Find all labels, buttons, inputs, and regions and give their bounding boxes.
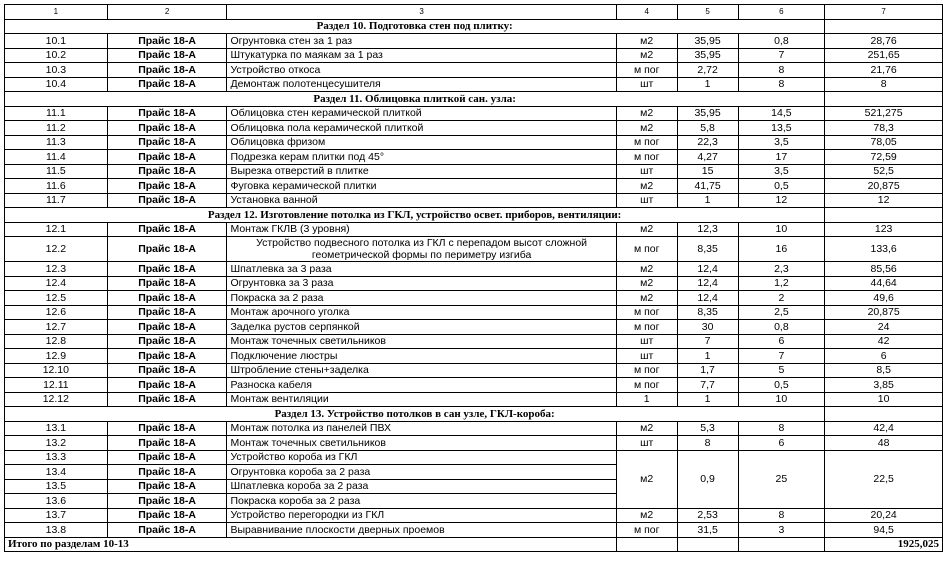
row-price: 17: [738, 150, 825, 165]
row-unit: шт: [616, 334, 677, 349]
table-row: [5, 392, 943, 407]
table-row: [5, 334, 943, 349]
section-header: [5, 407, 943, 422]
row-source: Прайс 18-А: [107, 334, 227, 349]
table-row: [5, 121, 943, 136]
row-description: Штукатурка по маякам за 1 раз: [227, 48, 616, 63]
row-unit: м пог: [616, 378, 677, 393]
row-description: Монтаж точечных светильников: [227, 334, 616, 349]
estimate-table: [4, 4, 943, 552]
row-quantity: 4,27: [677, 150, 738, 165]
row-source: Прайс 18-А: [107, 421, 227, 436]
row-price: 0,8: [738, 34, 825, 49]
row-source: Прайс 18-А: [107, 106, 227, 121]
section-title: Раздел 13. Устройство потолков в сан узле, ГКЛ-короба:: [5, 407, 825, 422]
table-row: [5, 135, 943, 150]
row-sum: 94,5: [825, 523, 943, 538]
row-quantity: 12,4: [677, 276, 738, 291]
row-number: 10.2: [5, 48, 108, 63]
row-quantity: 1: [677, 77, 738, 92]
row-number: 12.9: [5, 349, 108, 364]
row-number: 13.8: [5, 523, 108, 538]
row-sum: 21,76: [825, 63, 943, 78]
row-number: 11.7: [5, 193, 108, 208]
row-quantity: 30: [677, 320, 738, 335]
row-sum: 22,5: [825, 450, 943, 508]
row-source: Прайс 18-А: [107, 48, 227, 63]
table-row: [5, 237, 943, 262]
row-quantity: 15: [677, 164, 738, 179]
row-sum: 85,56: [825, 262, 943, 277]
section-header: [5, 92, 943, 107]
row-unit: шт: [616, 349, 677, 364]
row-unit: м2: [616, 179, 677, 194]
row-price: 3,5: [738, 135, 825, 150]
row-price: 0,8: [738, 320, 825, 335]
row-sum: 20,875: [825, 179, 943, 194]
row-number: 11.2: [5, 121, 108, 136]
row-number: 12.10: [5, 363, 108, 378]
row-price: 12: [738, 193, 825, 208]
row-source: Прайс 18-А: [107, 523, 227, 538]
table-row: [5, 193, 943, 208]
row-description: Вырезка отверстий в плитке: [227, 164, 616, 179]
section-title-blank: [825, 92, 943, 107]
row-source: Прайс 18-А: [107, 63, 227, 78]
row-description: Монтаж вентиляции: [227, 392, 616, 407]
row-number: 11.6: [5, 179, 108, 194]
row-description: Облицовка фризом: [227, 135, 616, 150]
row-description: Монтаж арочного уголка: [227, 305, 616, 320]
row-description: Заделка рустов серпянкой: [227, 320, 616, 335]
row-quantity: 31,5: [677, 523, 738, 538]
row-quantity: 41,75: [677, 179, 738, 194]
row-unit: м пог: [616, 320, 677, 335]
row-source: Прайс 18-А: [107, 164, 227, 179]
row-price: 7: [738, 349, 825, 364]
row-unit: м пог: [616, 135, 677, 150]
table-row: [5, 436, 943, 451]
column-number-1: 1: [5, 5, 108, 20]
table-row: [5, 523, 943, 538]
row-number: 13.3: [5, 450, 108, 465]
row-description: Монтаж ГКЛВ (3 уровня): [227, 222, 616, 237]
row-number: 13.7: [5, 508, 108, 523]
row-number: 12.12: [5, 392, 108, 407]
row-price: 8: [738, 508, 825, 523]
row-source: Прайс 18-А: [107, 291, 227, 306]
row-price: 6: [738, 436, 825, 451]
row-source: Прайс 18-А: [107, 150, 227, 165]
row-description: Покраска за 2 раза: [227, 291, 616, 306]
row-price: 6: [738, 334, 825, 349]
row-unit: м2: [616, 508, 677, 523]
row-quantity: 2,72: [677, 63, 738, 78]
row-source: Прайс 18-А: [107, 465, 227, 480]
row-unit: м2: [616, 121, 677, 136]
row-source: Прайс 18-А: [107, 479, 227, 494]
table-row: [5, 34, 943, 49]
row-unit: м2: [616, 291, 677, 306]
row-source: Прайс 18-А: [107, 262, 227, 277]
row-number: 11.5: [5, 164, 108, 179]
row-source: Прайс 18-А: [107, 305, 227, 320]
row-source: Прайс 18-А: [107, 508, 227, 523]
row-price: 2: [738, 291, 825, 306]
row-unit: м пог: [616, 63, 677, 78]
row-unit: м2: [616, 421, 677, 436]
table-row: [5, 320, 943, 335]
row-number: 10.3: [5, 63, 108, 78]
row-number: 12.11: [5, 378, 108, 393]
row-quantity: 12,4: [677, 262, 738, 277]
row-price: 7: [738, 48, 825, 63]
row-number: 12.6: [5, 305, 108, 320]
row-price: 3,5: [738, 164, 825, 179]
row-unit: м2: [616, 222, 677, 237]
row-unit: м2: [616, 276, 677, 291]
row-quantity: 1: [677, 193, 738, 208]
section-title: Раздел 10. Подготовка стен под плитку:: [5, 19, 825, 34]
row-description: Облицовка стен керамической плиткой: [227, 106, 616, 121]
table-row: [5, 508, 943, 523]
row-quantity: 7: [677, 334, 738, 349]
row-description: Облицовка пола керамической плиткой: [227, 121, 616, 136]
table-row: [5, 77, 943, 92]
row-quantity: 0,9: [677, 450, 738, 508]
row-quantity: 1,7: [677, 363, 738, 378]
row-sum: 24: [825, 320, 943, 335]
row-sum: 521,275: [825, 106, 943, 121]
table-row: [5, 106, 943, 121]
table-row: [5, 363, 943, 378]
row-number: 11.1: [5, 106, 108, 121]
section-title-blank: [825, 19, 943, 34]
row-quantity: 2,53: [677, 508, 738, 523]
row-quantity: 35,95: [677, 48, 738, 63]
row-unit: шт: [616, 164, 677, 179]
row-unit: м пог: [616, 363, 677, 378]
row-number: 12.8: [5, 334, 108, 349]
row-source: Прайс 18-А: [107, 34, 227, 49]
row-sum: 12: [825, 193, 943, 208]
row-number: 12.4: [5, 276, 108, 291]
section-title-blank: [825, 208, 943, 223]
row-sum: 78,3: [825, 121, 943, 136]
row-price: 2,3: [738, 262, 825, 277]
row-number: 12.2: [5, 237, 108, 262]
section-title: Раздел 11. Облицовка плиткой сан. узла:: [5, 92, 825, 107]
row-description: Фуговка керамической плитки: [227, 179, 616, 194]
row-quantity: 1: [677, 349, 738, 364]
row-description: Огрунтовка стен за 1 раз: [227, 34, 616, 49]
row-unit: м пог: [616, 305, 677, 320]
row-number: 12.3: [5, 262, 108, 277]
row-price: 8: [738, 63, 825, 78]
row-description: Огрунтовка за 3 раза: [227, 276, 616, 291]
row-quantity: 7,7: [677, 378, 738, 393]
row-quantity: 8,35: [677, 237, 738, 262]
row-source: Прайс 18-А: [107, 450, 227, 465]
row-number: 13.2: [5, 436, 108, 451]
row-description: Разноска кабеля: [227, 378, 616, 393]
row-price: 2,5: [738, 305, 825, 320]
row-unit: м2: [616, 262, 677, 277]
column-number-header: [5, 5, 943, 20]
row-source: Прайс 18-А: [107, 135, 227, 150]
row-description: Подключение люстры: [227, 349, 616, 364]
row-sum: 20,24: [825, 508, 943, 523]
row-sum: 251,65: [825, 48, 943, 63]
row-sum: 72,59: [825, 150, 943, 165]
row-price: 10: [738, 392, 825, 407]
row-unit: м2: [616, 48, 677, 63]
row-source: Прайс 18-А: [107, 237, 227, 262]
row-sum: 8,5: [825, 363, 943, 378]
column-number-3: 3: [227, 5, 616, 20]
row-unit: м пог: [616, 150, 677, 165]
row-sum: 133,6: [825, 237, 943, 262]
row-quantity: 8: [677, 436, 738, 451]
row-description: Выравнивание плоскости дверных проемов: [227, 523, 616, 538]
row-description: Устройство перегородки из ГКЛ: [227, 508, 616, 523]
row-sum: 10: [825, 392, 943, 407]
table-row: [5, 291, 943, 306]
total-blank-qty: [677, 537, 738, 552]
table-row: [5, 222, 943, 237]
row-source: Прайс 18-А: [107, 436, 227, 451]
row-unit: м2: [616, 106, 677, 121]
row-description: Огрунтовка короба за 2 раза: [227, 465, 616, 480]
table-row: [5, 349, 943, 364]
row-description: Устройство короба из ГКЛ: [227, 450, 616, 465]
row-sum: 52,5: [825, 164, 943, 179]
table-row: [5, 150, 943, 165]
row-source: Прайс 18-А: [107, 349, 227, 364]
row-source: Прайс 18-А: [107, 77, 227, 92]
table-row: [5, 421, 943, 436]
row-price: 14,5: [738, 106, 825, 121]
row-unit: м2: [616, 34, 677, 49]
row-price: 13,5: [738, 121, 825, 136]
row-description: Устройство подвесного потолка из ГКЛ с перепадом высот сложной геометрической формы по периметру изгиба: [227, 237, 616, 262]
row-description: Установка ванной: [227, 193, 616, 208]
table-row: [5, 450, 943, 465]
row-sum: 42,4: [825, 421, 943, 436]
row-sum: 44,64: [825, 276, 943, 291]
row-quantity: 12,4: [677, 291, 738, 306]
row-sum: 48: [825, 436, 943, 451]
row-number: 13.4: [5, 465, 108, 480]
row-number: 12.1: [5, 222, 108, 237]
total-label: Итого по разделам 10-13: [5, 537, 617, 552]
row-price: 8: [738, 77, 825, 92]
table-row: [5, 48, 943, 63]
total-row: [5, 537, 943, 552]
row-unit: шт: [616, 193, 677, 208]
row-number: 11.4: [5, 150, 108, 165]
row-sum: 6: [825, 349, 943, 364]
row-sum: 8: [825, 77, 943, 92]
row-quantity: 5,3: [677, 421, 738, 436]
table-row: [5, 378, 943, 393]
row-price: 25: [738, 450, 825, 508]
row-number: 12.5: [5, 291, 108, 306]
row-unit: м2: [616, 450, 677, 508]
row-unit: м пог: [616, 523, 677, 538]
row-source: Прайс 18-А: [107, 222, 227, 237]
total-blank-price: [738, 537, 825, 552]
row-number: 13.1: [5, 421, 108, 436]
row-quantity: 5,8: [677, 121, 738, 136]
section-header: [5, 208, 943, 223]
row-price: 5: [738, 363, 825, 378]
row-source: Прайс 18-А: [107, 179, 227, 194]
row-source: Прайс 18-А: [107, 193, 227, 208]
row-number: 10.1: [5, 34, 108, 49]
row-price: 0,5: [738, 179, 825, 194]
row-price: 3: [738, 523, 825, 538]
row-quantity: 1: [677, 392, 738, 407]
row-price: 16: [738, 237, 825, 262]
row-source: Прайс 18-А: [107, 276, 227, 291]
row-sum: 42: [825, 334, 943, 349]
table-row: [5, 63, 943, 78]
row-description: Устройство откоса: [227, 63, 616, 78]
row-number: 10.4: [5, 77, 108, 92]
row-unit: шт: [616, 436, 677, 451]
row-sum: 28,76: [825, 34, 943, 49]
row-quantity: 8,35: [677, 305, 738, 320]
table-row: [5, 276, 943, 291]
row-number: 13.6: [5, 494, 108, 509]
column-number-7: 7: [825, 5, 943, 20]
section-title-blank: [825, 407, 943, 422]
row-price: 1,2: [738, 276, 825, 291]
row-sum: 78,05: [825, 135, 943, 150]
column-number-2: 2: [107, 5, 227, 20]
row-quantity: 12,3: [677, 222, 738, 237]
row-price: 10: [738, 222, 825, 237]
row-quantity: 35,95: [677, 106, 738, 121]
row-source: Прайс 18-А: [107, 363, 227, 378]
section-header: [5, 19, 943, 34]
total-value: 1925,025: [825, 537, 943, 552]
column-number-5: 5: [677, 5, 738, 20]
row-quantity: 35,95: [677, 34, 738, 49]
row-description: Штробление стены+заделка: [227, 363, 616, 378]
table-row: [5, 305, 943, 320]
row-unit: 1: [616, 392, 677, 407]
table-row: [5, 164, 943, 179]
row-source: Прайс 18-А: [107, 121, 227, 136]
row-source: Прайс 18-А: [107, 378, 227, 393]
row-sum: 123: [825, 222, 943, 237]
row-number: 12.7: [5, 320, 108, 335]
row-number: 11.3: [5, 135, 108, 150]
row-price: 8: [738, 421, 825, 436]
row-description: Демонтаж полотенцесушителя: [227, 77, 616, 92]
table-row: [5, 262, 943, 277]
row-unit: м пог: [616, 237, 677, 262]
row-description: Монтаж потолка из панелей ПВХ: [227, 421, 616, 436]
row-description: Шпатлевка за 3 раза: [227, 262, 616, 277]
row-unit: шт: [616, 77, 677, 92]
row-description: Монтаж точечных светильников: [227, 436, 616, 451]
row-description: Покраска короба за 2 раза: [227, 494, 616, 509]
row-sum: 3,85: [825, 378, 943, 393]
row-description: Шпатлевка короба за 2 раза: [227, 479, 616, 494]
row-quantity: 22,3: [677, 135, 738, 150]
row-source: Прайс 18-А: [107, 320, 227, 335]
row-sum: 49,6: [825, 291, 943, 306]
row-price: 0,5: [738, 378, 825, 393]
row-sum: 20,875: [825, 305, 943, 320]
row-source: Прайс 18-А: [107, 494, 227, 509]
row-number: 13.5: [5, 479, 108, 494]
column-number-6: 6: [738, 5, 825, 20]
table-row: [5, 179, 943, 194]
column-number-4: 4: [616, 5, 677, 20]
section-title: Раздел 12. Изготовление потолка из ГКЛ, устройство освет. приборов, вентиляции:: [5, 208, 825, 223]
row-description: Подрезка керам плитки под 45°: [227, 150, 616, 165]
total-blank-unit: [616, 537, 677, 552]
row-source: Прайс 18-А: [107, 392, 227, 407]
